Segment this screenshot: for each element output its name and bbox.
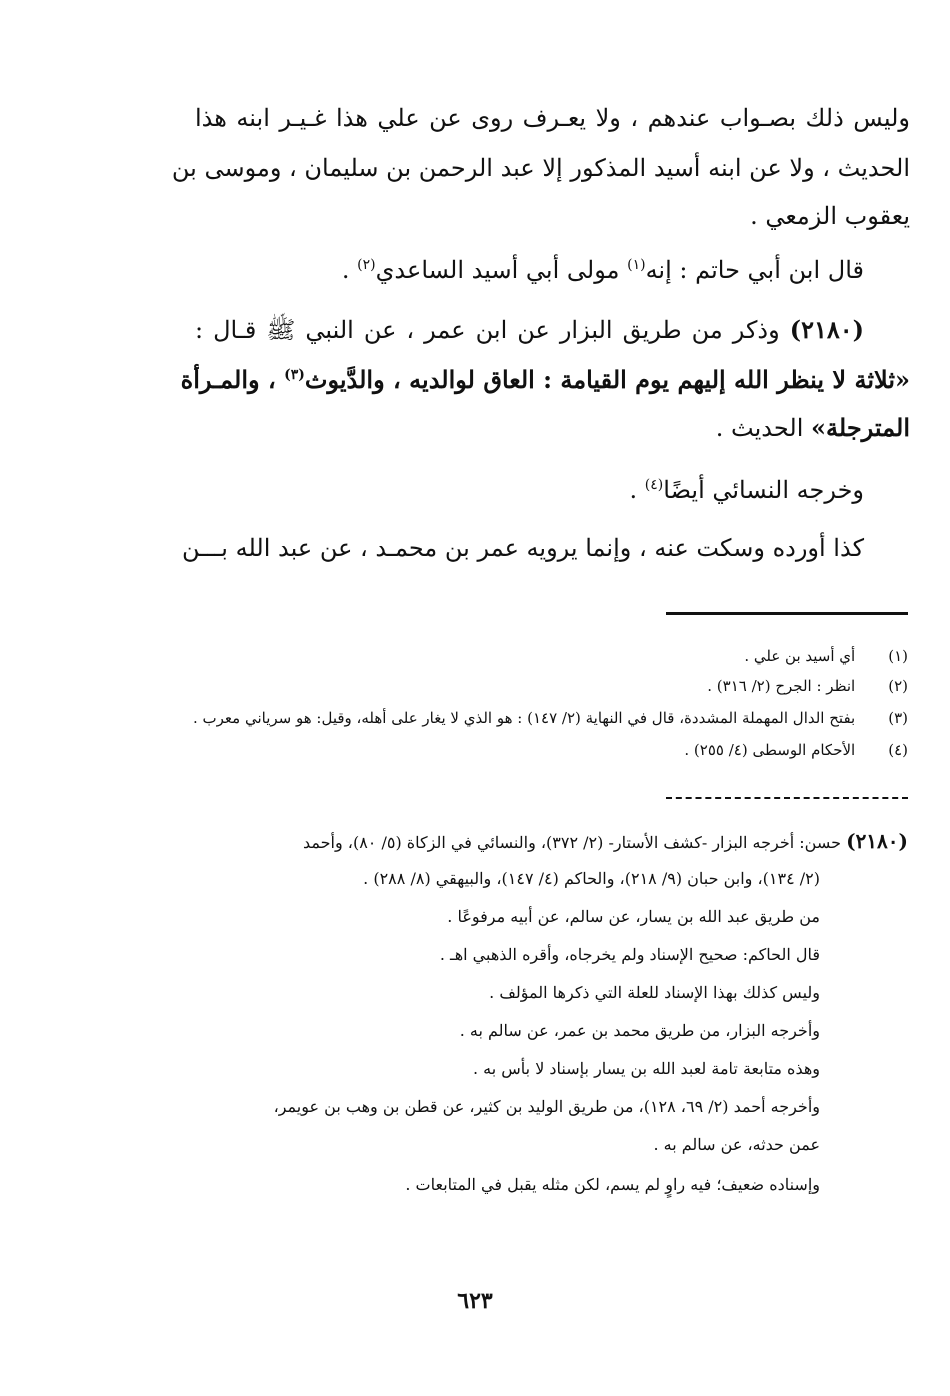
footnote-reference[interactable]: (٢) (357, 257, 376, 273)
footnote-text: الأحكام الوسطى (٤/ ٢٥٥) . (684, 741, 856, 759)
text-run: قال ابن أبي حاتم : إنه (645, 256, 864, 284)
footnote-item (192, 706, 908, 730)
hadith-text: المترجلة» (811, 413, 910, 442)
annotation-text: حسن: أخرجه البزار -كشف الأستار- (٢/ ٣٧٢)، والنسائي في الزكاة (٥/ ٨٠)، وأحمد (303, 833, 841, 852)
footnote-number: (١) (888, 647, 908, 665)
annotation-line: وهذه متابعة تامة لعبد الله بن يسار بإسناد لا بأس به . (472, 1059, 820, 1078)
page-number: ٦٢٣ (457, 1288, 493, 1314)
text-run: مولى أبي أسيد الساعدي (375, 256, 620, 284)
footnote-separator (666, 612, 908, 615)
annotation-line: (٢/ ١٣٤)، وابن حبان (٩/ ٢١٨)، والحاكم (٤/ ١٤٧)، والبيهقي (٨/ ٢٨٨) . (363, 869, 820, 888)
annotation-separator (666, 797, 908, 799)
main-text-line (195, 250, 864, 290)
footnote-number: (٢) (888, 677, 908, 695)
main-text-line (195, 310, 864, 350)
main-text-line (195, 470, 864, 510)
main-text-line: كذا أورده وسكت عنه ، وإنما يرويه عمر بن محمـد ، عن عبد الله بـــن (181, 534, 864, 562)
footnote-reference[interactable]: (٤) (644, 477, 664, 493)
hadith-number: (٢١٨٠) (789, 315, 864, 344)
hadith-text: ، والمـرأة (180, 365, 276, 394)
footnote-text: أي أسيد بن علي . (744, 647, 856, 665)
main-text-line (195, 408, 910, 448)
annotation-line: وأخرجه البزار، من طريق محمد بن عمر، عن سالم به . (459, 1021, 820, 1040)
footnote-text: انظر : الجرح (٢/ ٣١٦) . (707, 677, 856, 695)
text-run: . (341, 256, 350, 284)
annotation-line: وليس كذلك بهذا الإسناد للعلة التي ذكرها المؤلف . (489, 983, 820, 1002)
annotation-number: (٢١٨٠) (846, 829, 908, 853)
annotation-line (198, 828, 908, 856)
text-run: وذكر من طريق البزار عن ابن عمر ، عن النبي ﷺ قـال : (195, 316, 780, 344)
footnote-item (198, 644, 908, 668)
main-text-line: وليس ذلك بصـواب عندهم ، ولا يعـرف روى عن علي هذا غـيـر ابنه هذا (195, 104, 910, 132)
annotation-line: وأخرجه أحمد (٢/ ٦٩، ١٢٨)، من طريق الوليد بن كثير، عن قطن بن وهب بن عويمر، (273, 1097, 820, 1116)
footnote-reference[interactable]: (١) (627, 257, 646, 273)
footnote-item (198, 738, 908, 762)
annotation-line: قال الحاكم: صحيح الإسناد ولم يخرجاه، وأقره الذهبي اهـ . (439, 945, 820, 964)
annotation-line: من طريق عبد الله بن يسار، عن سالم، عن أبيه مرفوعًا . (447, 907, 820, 926)
text-run: وخرجه النسائي أيضًا (663, 476, 864, 504)
footnote-reference[interactable]: (٣) (284, 367, 305, 383)
footnote-number: (٣) (888, 709, 908, 727)
footnote-text: بفتح الدال المهملة المشددة، قال في النهاية (٢/ ١٤٧) : هو الذي لا يغار على أهله، وقيل: هو سرياني معرب . (192, 709, 856, 727)
annotation-line: وإسناده ضعيف؛ فيه راوٍ لم يسم، لكن مثله يقبل في المتابعات . (405, 1175, 820, 1194)
annotation-line: عمن حدثه، عن سالم به . (653, 1135, 820, 1154)
main-text-line (180, 360, 910, 400)
hadith-text: «ثلاثة لا ينظر الله إليهم يوم القيامة : العاق لوالديه ، والدَّيوث (304, 365, 910, 394)
text-run: الحديث . (715, 414, 804, 442)
footnote-number: (٤) (888, 741, 908, 759)
main-text-line: الحديث ، ولا عن ابنه أسيد المذكور إلا عبد الرحمن بن سليمان ، وموسى بن (171, 154, 910, 182)
main-text-line: يعقوب الزمعي . (750, 202, 910, 230)
text-run: . (629, 476, 638, 504)
footnote-item (198, 674, 908, 698)
